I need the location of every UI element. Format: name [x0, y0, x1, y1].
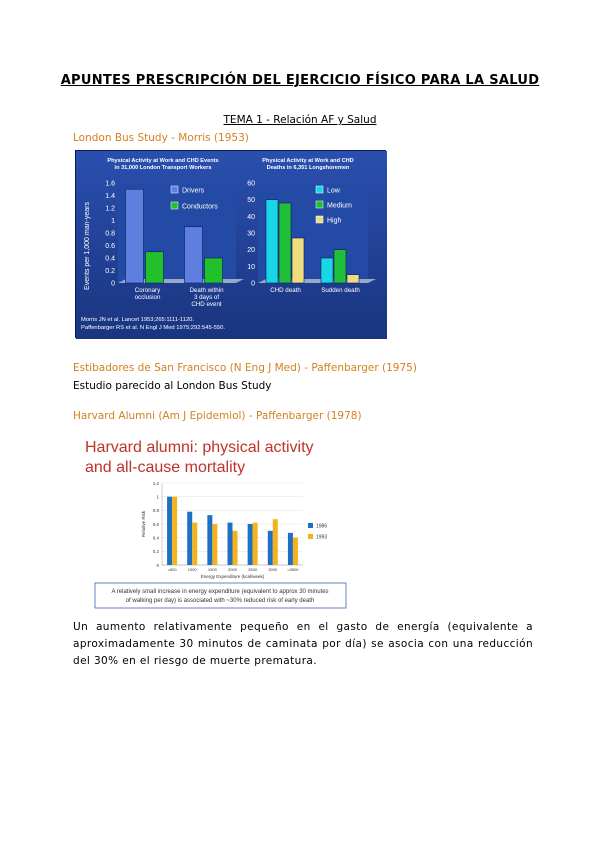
right-legend-label: Low: [327, 187, 340, 195]
left-legend-swatch: [171, 202, 178, 209]
right-y-tick-label: 10: [247, 263, 255, 271]
right-y-tick-label: 0: [251, 280, 255, 288]
right-y-tick-label: 20: [247, 247, 255, 255]
right-legend-swatch: [316, 201, 323, 208]
harvard-bar-1993: [273, 519, 278, 565]
left-category-label: occlusion: [134, 294, 161, 301]
harvard-bar-1986: [187, 512, 192, 565]
right-legend-label: Medium: [327, 202, 352, 210]
harvard-heading: Harvard Alumni (Am J Epidemiol) - Paffenbarger (1978): [73, 410, 362, 422]
harvard-y-tick-label: 0.6: [152, 521, 159, 527]
london-bus-chart: [76, 151, 387, 339]
right-category-label: Sudden death: [321, 287, 360, 294]
left-legend-label: Conductors: [182, 203, 218, 211]
left-legend-label: Drivers: [182, 187, 205, 195]
harvard-x-tick-label: 1500: [207, 567, 217, 572]
harvard-legend-swatch: [308, 534, 313, 539]
harvard-bar-1993: [192, 523, 197, 565]
left-y-tick-label: 0.6: [105, 243, 115, 250]
reference-morris: Morris JN et al. Lancet 1953;265:1111-1120.: [81, 317, 194, 323]
right-legend-swatch: [316, 216, 323, 223]
right-bar-high: [292, 238, 304, 283]
harvard-chart-title-line1: Harvard alumni: physical activity: [85, 439, 314, 456]
right-y-tick-label: 40: [247, 213, 255, 221]
right-bar-low: [266, 200, 278, 283]
left-bar-drivers: [126, 189, 144, 283]
harvard-x-tick-label: <500: [167, 567, 177, 572]
conclusion-paragraph: Un aumento relativamente pequeño en el gasto de energía (equivalente a aproximadamente 30 minutos de caminata por día) se asocia con una reducción del 30% en el riesgo de muerte prematura.: [73, 621, 533, 667]
harvard-bar-1986: [167, 497, 172, 565]
left-category-label: 3 days of: [193, 294, 220, 301]
harvard-bar-1986: [207, 515, 212, 565]
left-category-label: CHD event: [191, 301, 222, 308]
harvard-y-axis-label: Relative Risk: [141, 510, 146, 538]
harvard-legend-label: 1986: [316, 523, 328, 530]
harvard-x-axis-label: Energy Expenditure (kcal/week): [200, 574, 265, 579]
harvard-bar-1986: [248, 524, 253, 565]
harvard-x-tick-label: 1000: [187, 567, 197, 572]
harvard-y-tick-label: 1.2: [152, 480, 159, 486]
right-bar-low: [321, 258, 333, 283]
right-y-tick-label: 30: [247, 230, 255, 238]
left-y-tick-label: 1: [111, 218, 115, 225]
y-axis-label: Events per 1,000 man-years: [84, 202, 91, 290]
right-category-label: CHD death: [270, 287, 301, 294]
london-study-heading: London Bus Study - Morris (1953): [73, 132, 249, 144]
harvard-bar-1993: [233, 531, 238, 565]
left-category-label: Death within: [189, 287, 224, 294]
reference-paffenbarger: Paffenbarger RS et al. N Engl J Med 1975;292:545-550.: [81, 325, 225, 331]
right-legend-swatch: [316, 186, 323, 193]
london-bus-figure: [75, 150, 386, 338]
harvard-bar-1993: [172, 497, 177, 565]
harvard-figure: [75, 426, 352, 611]
sanfrancisco-heading: Estibadores de San Francisco (N Eng J Med) - Paffenbarger (1975): [73, 362, 417, 374]
section-subtitle: TEMA 1 - Relación AF y Salud: [223, 114, 377, 126]
left-y-tick-label: 1.4: [105, 193, 115, 200]
harvard-legend-swatch: [308, 523, 313, 528]
harvard-bar-1993: [212, 524, 217, 565]
harvard-x-tick-label: 3000: [268, 567, 278, 572]
harvard-x-tick-label: 2500: [248, 567, 258, 572]
right-y-tick-label: 60: [247, 180, 255, 188]
sanfrancisco-note: Estudio parecido al London Bus Study: [73, 380, 272, 392]
left-y-tick-label: 1.6: [105, 180, 115, 188]
left-y-tick-label: 0.2: [105, 268, 115, 275]
harvard-bar-1993: [293, 538, 298, 565]
left-bar-conductors: [205, 258, 223, 283]
left-y-tick-label: 0: [111, 280, 115, 288]
left-y-tick-label: 0.8: [105, 230, 115, 238]
harvard-bar-1986: [288, 533, 293, 565]
harvard-y-tick-label: 0.4: [152, 535, 159, 541]
harvard-x-tick-label: >3500: [287, 567, 299, 572]
page-title: APUNTES PRESCRIPCIÓN DEL EJERCICIO FÍSICO PARA LA SALUD: [60, 73, 540, 88]
left-category-label: Coronary: [134, 287, 161, 294]
left-y-tick-label: 1.2: [105, 205, 115, 213]
harvard-bar-1986: [228, 523, 233, 565]
harvard-bar-1993: [253, 523, 258, 565]
left-chart-title-1: Physical Activity at Work and CHD Events: [107, 158, 219, 164]
right-bar-medium: [334, 250, 346, 283]
harvard-chart-title-line2: and all-cause mortality: [85, 459, 246, 476]
harvard-chart: [75, 426, 352, 611]
harvard-y-tick-label: 1: [156, 494, 159, 500]
right-legend-label: High: [327, 217, 342, 225]
caption-box: [95, 583, 346, 608]
right-chart-title-1: Physical Activity at Work and CHD: [262, 158, 354, 164]
right-chart-title-2: Deaths in 6,351 Longshoremen: [266, 165, 350, 171]
right-bar-medium: [279, 203, 291, 283]
caption-line1: A relatively small increase in energy expenditure (equivalent to approx 30 minutes: [111, 589, 329, 595]
harvard-legend-label: 1993: [316, 534, 328, 541]
right-y-tick-label: 50: [247, 197, 255, 205]
harvard-y-tick-label: 0: [156, 562, 159, 568]
left-bar-conductors: [146, 252, 164, 283]
harvard-y-tick-label: 0.2: [152, 549, 159, 555]
harvard-y-tick-label: 0.8: [152, 508, 159, 514]
left-y-tick-label: 0.4: [105, 255, 115, 263]
harvard-x-tick-label: 2000: [228, 567, 237, 572]
caption-line2: of walking per day) is associated with ~30% reduced risk of early death: [125, 598, 315, 604]
left-legend-swatch: [171, 186, 178, 193]
right-bar-high: [347, 275, 359, 283]
left-chart-title-2: in 31,000 London Transport Workers: [114, 165, 212, 171]
left-bar-drivers: [185, 227, 203, 283]
harvard-bar-1986: [268, 531, 273, 565]
